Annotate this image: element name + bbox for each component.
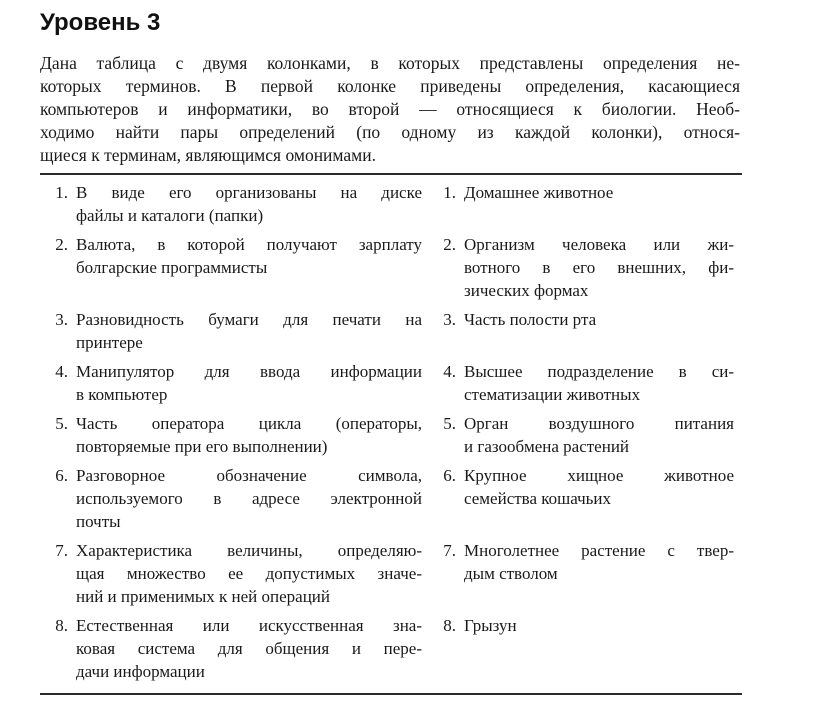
- right-definition-line: Крупное хищное животное: [464, 466, 734, 485]
- right-definition-text: [464, 464, 734, 510]
- right-definition-number: 8.: [443, 616, 456, 635]
- left-definition-text: [76, 308, 422, 354]
- left-definition-cell: [40, 360, 428, 412]
- left-definition-line: используемого в адресе электронной: [76, 489, 422, 508]
- table-row: [40, 360, 742, 412]
- right-definition-number: 3.: [443, 310, 456, 329]
- left-definition-line: повторяемые при его выполнении): [76, 437, 328, 456]
- left-definition-line: Естественная или искусственная зна-: [76, 616, 422, 635]
- left-definition-line: В виде его организованы на диске: [76, 183, 422, 202]
- task-description-line: ходимо найти пары определений (по одному из каждой колонки), относя-: [40, 122, 740, 142]
- left-definition-text: [76, 360, 422, 406]
- table-row: [40, 614, 742, 689]
- right-definition-cell: [428, 412, 742, 464]
- left-definition-cell: [40, 308, 428, 360]
- left-definition-text: [76, 181, 422, 227]
- document-page: [38, 8, 744, 695]
- left-definition-line: Часть оператора цикла (операторы,: [76, 414, 422, 433]
- right-definition-number: 2.: [443, 235, 456, 254]
- table-row: [40, 308, 742, 360]
- left-definition-number: 3.: [55, 310, 68, 329]
- right-definition-line: стематизации животных: [464, 385, 641, 404]
- left-definition-line: Манипулятор для ввода информации: [76, 362, 422, 381]
- right-definition-text: [464, 539, 734, 585]
- left-definition-number: 7.: [55, 541, 68, 560]
- left-definition-text: [76, 464, 422, 533]
- left-definition-number: 4.: [55, 362, 68, 381]
- left-definition-number: 1.: [55, 183, 68, 202]
- right-definition-line: Многолетнее растение с твер-: [464, 541, 734, 560]
- table-bottom-rule: [40, 693, 742, 695]
- right-definition-cell: [428, 614, 742, 689]
- left-definition-number: 8.: [55, 616, 68, 635]
- right-definition-line: Часть полости рта: [464, 310, 597, 329]
- left-definition-cell: [40, 614, 428, 689]
- right-definition-text: [464, 614, 734, 637]
- left-definition-text: [76, 539, 422, 608]
- task-description-line: Дана таблица с двумя колонками, в которых представлены определения не-: [40, 53, 740, 73]
- right-definition-text: [464, 412, 734, 458]
- left-definition-text: [76, 233, 422, 279]
- right-definition-number: 1.: [443, 183, 456, 202]
- right-definition-cell: [428, 175, 742, 233]
- right-definition-number: 7.: [443, 541, 456, 560]
- table-row: [40, 539, 742, 614]
- left-definition-text: [76, 412, 422, 458]
- left-definition-cell: [40, 233, 428, 308]
- left-definition-line: почты: [76, 512, 121, 531]
- right-definition-cell: [428, 308, 742, 360]
- left-definition-line: Характеристика величины, определяю-: [76, 541, 422, 560]
- right-definition-line: Орган воздушного питания: [464, 414, 734, 433]
- task-description-line: компьютеров и информатики, во второй — относящиеся к биологии. Необ-: [40, 99, 740, 119]
- left-definition-cell: [40, 412, 428, 464]
- left-definition-line: Разновидность бумаги для печати на: [76, 310, 422, 329]
- left-definition-cell: [40, 175, 428, 233]
- task-description: [40, 52, 740, 167]
- right-definition-line: и газообмена растений: [464, 437, 630, 456]
- right-definition-line: Грызун: [464, 616, 517, 635]
- right-definition-line: дым стволом: [464, 564, 558, 583]
- task-description-line: щиеся к терминам, являющимся омонимами.: [40, 145, 376, 165]
- right-definition-line: Организм человека или жи-: [464, 235, 734, 254]
- left-definition-line: Разговорное обозначение символа,: [76, 466, 422, 485]
- left-definition-line: файлы и каталоги (папки): [76, 206, 264, 225]
- left-definition-cell: [40, 464, 428, 539]
- left-definition-cell: [40, 539, 428, 614]
- right-definition-cell: [428, 464, 742, 539]
- right-definition-number: 6.: [443, 466, 456, 485]
- right-definition-text: [464, 181, 734, 204]
- right-definition-line: зических формах: [464, 281, 589, 300]
- page-title: Уровень 3: [40, 9, 161, 36]
- left-definition-line: ний и применимых к ней операций: [76, 587, 330, 606]
- right-definition-number: 4.: [443, 362, 456, 381]
- left-definition-number: 6.: [55, 466, 68, 485]
- left-definition-line: в компьютер: [76, 385, 168, 404]
- table-row: [40, 233, 742, 308]
- left-definition-number: 2.: [55, 235, 68, 254]
- right-definition-line: Высшее подразделение в си-: [464, 362, 734, 381]
- right-definition-text: [464, 360, 734, 406]
- right-definition-cell: [428, 233, 742, 308]
- table-row: [40, 464, 742, 539]
- right-definition-number: 5.: [443, 414, 456, 433]
- right-definition-cell: [428, 360, 742, 412]
- left-definition-line: Валюта, в которой получают зарплату: [76, 235, 422, 254]
- right-definition-text: [464, 308, 734, 331]
- right-definition-text: [464, 233, 734, 302]
- right-definition-line: вотного в его внешних, фи-: [464, 258, 734, 277]
- left-definition-line: ковая система для общения и пере-: [76, 639, 422, 658]
- left-definition-line: дачи информации: [76, 662, 205, 681]
- right-definition-cell: [428, 539, 742, 614]
- left-definition-line: болгарские программисты: [76, 258, 268, 277]
- right-definition-line: семейства кошачьих: [464, 489, 612, 508]
- table-row: [40, 412, 742, 464]
- left-definition-number: 5.: [55, 414, 68, 433]
- left-definition-text: [76, 614, 422, 683]
- definitions-table-body: [40, 175, 742, 689]
- task-description-line: которых терминов. В первой колонке приведены определения, касающиеся: [40, 76, 740, 96]
- definitions-table: [40, 175, 742, 689]
- table-row: [40, 175, 742, 233]
- left-definition-line: принтере: [76, 333, 143, 352]
- left-definition-line: щая множество ее допустимых значе-: [76, 564, 422, 583]
- right-definition-line: Домашнее животное: [464, 183, 614, 202]
